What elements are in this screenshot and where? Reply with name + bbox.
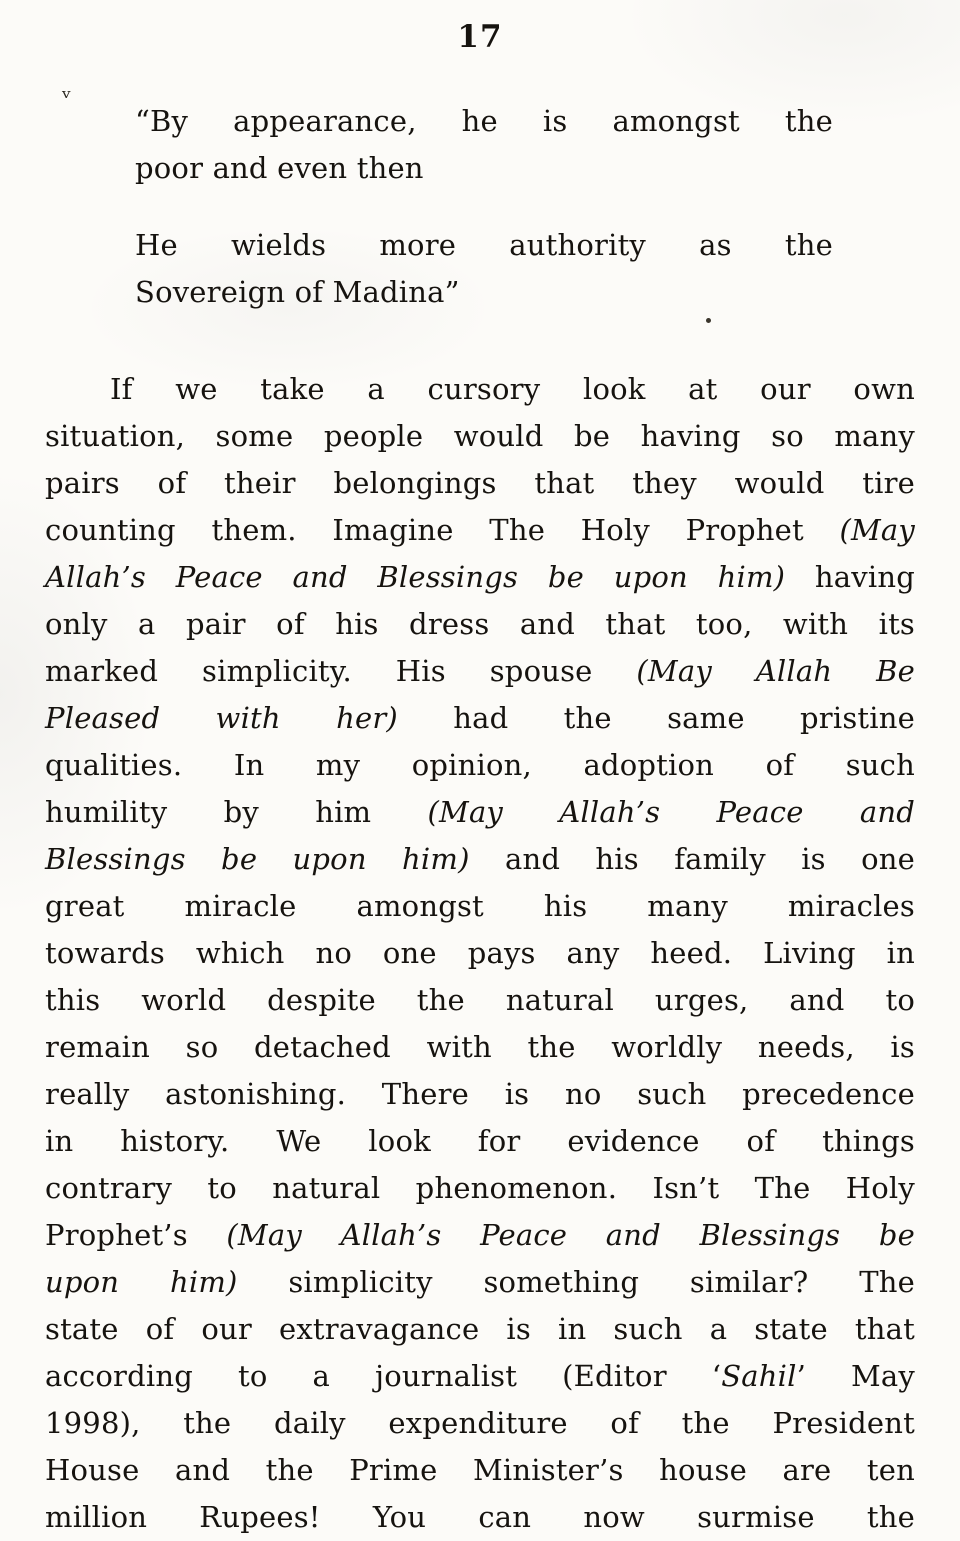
body-line	[45, 836, 915, 883]
body-line	[45, 366, 915, 413]
text-segment: had the same pristine	[397, 701, 915, 735]
body-line	[45, 1118, 915, 1165]
italic-text-segment: (May Allah’s Peace and Blessings be	[226, 1218, 915, 1252]
body-line	[45, 789, 915, 836]
text-segment: “By appearance, he is amongst the	[135, 104, 833, 138]
body-line	[45, 1494, 915, 1541]
body-line	[45, 460, 915, 507]
quote-line	[135, 98, 833, 145]
text-segment: state of our extravagance is in such a state that	[45, 1312, 915, 1346]
text-segment: and his family is one	[469, 842, 915, 876]
stray-mark: ᵛ	[62, 84, 71, 112]
italic-text-segment: (May	[839, 513, 915, 547]
body-line	[45, 1212, 915, 1259]
body-line	[45, 1165, 915, 1212]
quote-stanza-2	[135, 222, 833, 316]
page-number: 17	[457, 19, 503, 55]
italic-text-segment: (May Allah’s Peace and	[427, 795, 915, 829]
body-line	[45, 742, 915, 789]
italic-text-segment: Blessings be upon him)	[45, 842, 470, 876]
quote-line	[135, 269, 833, 316]
scan-artifact-dot	[706, 318, 711, 323]
body-line	[45, 930, 915, 977]
text-segment: counting them. Imagine The Holy Prophet	[45, 513, 840, 547]
text-segment: contrary to natural phenomenon. Isn’t The Holy	[45, 1171, 915, 1205]
text-segment: Prophet’s	[45, 1218, 227, 1252]
text-segment: towards which no one pays any heed. Living in	[45, 936, 915, 970]
text-segment: qualities. In my opinion, adoption of such	[45, 748, 915, 782]
quote-line	[135, 222, 833, 269]
text-segment: million Rupees! You can now surmise the	[45, 1500, 915, 1534]
text-segment: House and the Prime Minister’s house are ten	[45, 1453, 915, 1487]
body-paragraph	[45, 366, 915, 1541]
italic-text-segment: Pleased with her)	[45, 701, 398, 735]
body-line	[45, 648, 915, 695]
text-segment: situation, some people would be having so many	[45, 419, 915, 453]
body-line	[45, 413, 915, 460]
body-line	[45, 1259, 915, 1306]
text-segment: only a pair of his dress and that too, with its	[45, 607, 915, 641]
body-line	[45, 1400, 915, 1447]
body-line	[45, 1447, 915, 1494]
quote-block	[135, 98, 833, 316]
body-line	[45, 883, 915, 930]
body-line	[45, 977, 915, 1024]
quote-stanza-1	[135, 98, 833, 192]
text-segment: humility by him	[45, 795, 428, 829]
body-line	[45, 1353, 915, 1400]
italic-text-segment: Sahil	[721, 1359, 797, 1393]
body-line	[45, 1071, 915, 1118]
italic-text-segment: Allah’s Peace and Blessings be upon him)	[45, 560, 786, 594]
text-segment: having	[785, 560, 915, 594]
text-segment: simplicity something similar? The	[237, 1265, 915, 1299]
text-segment: He wields more authority as the	[135, 228, 833, 262]
body-line	[45, 1306, 915, 1353]
text-segment: Sovereign of Madina”	[135, 275, 460, 309]
body-line	[45, 554, 915, 601]
text-segment: ’ May	[796, 1359, 915, 1393]
text-segment: in history. We look for evidence of things	[45, 1124, 915, 1158]
italic-text-segment: upon him)	[45, 1265, 238, 1299]
text-segment: remain so detached with the worldly needs, is	[45, 1030, 915, 1064]
body-line	[45, 601, 915, 648]
body-line	[45, 1024, 915, 1071]
italic-text-segment: (May Allah Be	[636, 654, 915, 688]
body-line	[45, 507, 915, 554]
quote-line	[135, 145, 833, 192]
text-segment: this world despite the natural urges, and to	[45, 983, 915, 1017]
text-segment: 1998), the daily expenditure of the President	[45, 1406, 915, 1440]
text-segment: poor and even then	[135, 151, 424, 185]
text-segment: pairs of their belongings that they would tire	[45, 466, 915, 500]
body-line	[45, 695, 915, 742]
text-segment: marked simplicity. His spouse	[45, 654, 637, 688]
text-segment: great miracle amongst his many miracles	[45, 889, 915, 923]
text-segment: If we take a cursory look at our own	[110, 372, 915, 406]
text-segment: really astonishing. There is no such precedence	[45, 1077, 915, 1111]
text-segment: according to a journalist (Editor ‘	[45, 1359, 722, 1393]
